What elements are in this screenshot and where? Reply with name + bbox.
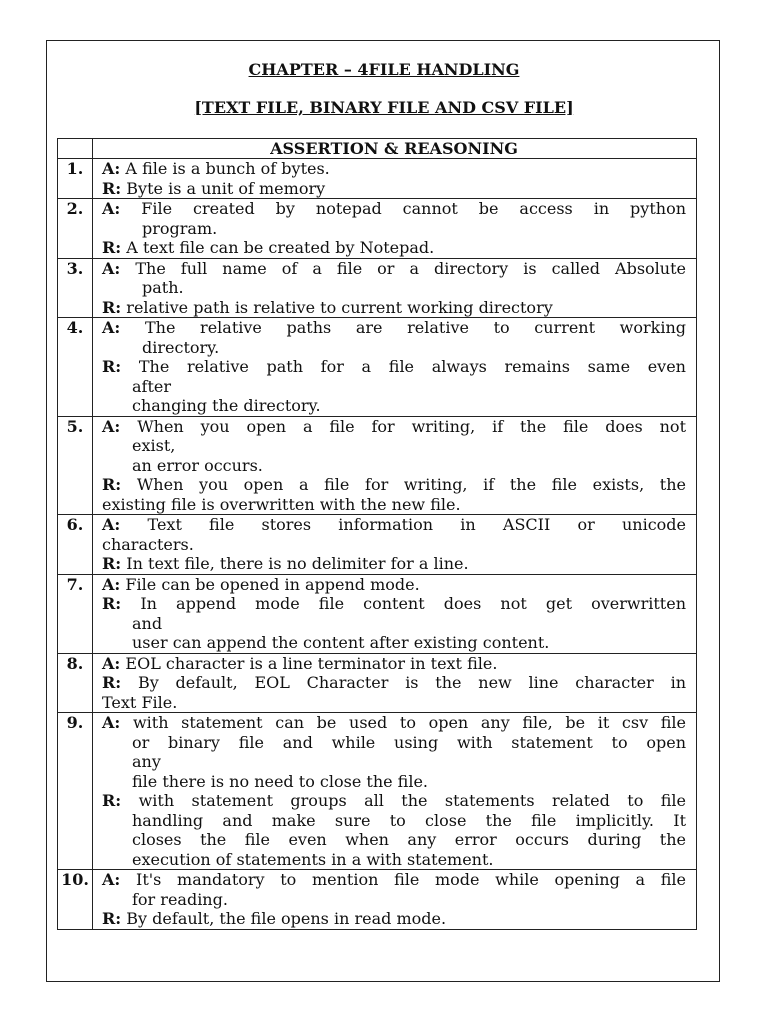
item-number: 4. <box>58 318 93 417</box>
assertion-text: A file is a bunch of bytes. <box>125 159 330 178</box>
assertion-line <box>102 890 686 910</box>
reason-label: R: <box>102 178 122 198</box>
item-number: 3. <box>58 258 93 318</box>
assertion-text: for reading. <box>132 889 228 909</box>
reason-label: R: <box>102 238 122 257</box>
assertion-text: EOL character is a line terminator in text file. <box>125 653 498 673</box>
table-row <box>58 318 697 417</box>
assertion-text: with statement can be used to open any file, be it csv file <box>132 713 686 732</box>
assertion-line <box>102 199 686 219</box>
reason-text: relative path is relative to current working directory <box>126 297 553 317</box>
table-row <box>58 159 697 199</box>
assertion-label: A: <box>102 870 121 889</box>
assertion-text: It's mandatory to mention file mode while opening a file <box>136 870 686 889</box>
table-row <box>58 870 697 930</box>
assertion-line <box>102 278 686 298</box>
assertion-label: A: <box>102 199 121 218</box>
item-number: 8. <box>58 653 93 713</box>
reason-text: existing file is overwritten with the new file. <box>102 494 461 514</box>
header-blank-cell <box>58 139 93 159</box>
reason-line <box>102 830 686 850</box>
item-content <box>93 870 697 930</box>
assertion-line <box>102 535 686 555</box>
assertion-text: exist, <box>132 436 176 455</box>
reason-label: R: <box>102 791 122 810</box>
reason-label: R: <box>102 357 122 376</box>
item-content <box>93 515 697 575</box>
assertion-line <box>102 575 686 595</box>
reason-line <box>102 850 686 870</box>
reason-text: The relative path for a file always remains same even <box>138 357 686 376</box>
reason-line <box>102 475 686 495</box>
table-row <box>58 574 697 653</box>
assertion-text: The relative paths are relative to current working <box>144 318 687 337</box>
assertion-label: A: <box>102 653 121 673</box>
reason-label: R: <box>102 909 122 928</box>
assertion-label: A: <box>102 159 121 178</box>
reason-text: In text file, there is no delimiter for a line. <box>126 554 469 573</box>
reason-text: execution of statements in a with statement. <box>132 849 494 869</box>
reason-line <box>102 357 686 377</box>
assertion-line <box>102 456 686 476</box>
reason-line <box>102 633 686 653</box>
assertion-line <box>102 417 686 437</box>
reason-line <box>102 791 686 811</box>
assertion-text: path. <box>142 278 184 297</box>
table-row <box>58 713 697 870</box>
assertion-line <box>102 259 686 279</box>
reason-line <box>102 594 686 614</box>
item-number: 5. <box>58 416 93 515</box>
assertion-text: program. <box>142 218 218 238</box>
assertion-text: Text file stores information in ASCII or unicode <box>147 515 686 534</box>
reason-text: Text File. <box>102 692 178 712</box>
reason-line <box>102 238 686 258</box>
item-number: 1. <box>58 159 93 199</box>
assertion-text: file there is no need to close the file. <box>132 771 429 791</box>
table-row <box>58 258 697 318</box>
assertion-text: File created by notepad cannot be access in python <box>141 199 687 218</box>
assertion-text: When you open a file for writing, if the file does not <box>137 416 686 436</box>
reason-label: R: <box>102 673 122 692</box>
reason-line <box>102 693 686 713</box>
reason-line <box>102 495 686 515</box>
assertion-line <box>102 654 686 674</box>
assertion-line <box>102 772 686 792</box>
item-number: 2. <box>58 199 93 259</box>
reason-text: changing the directory. <box>132 396 321 415</box>
assertion-label: A: <box>102 713 121 732</box>
reason-line <box>102 673 686 693</box>
assertion-text: characters. <box>102 534 194 554</box>
item-number: 6. <box>58 515 93 575</box>
assertion-line <box>102 318 686 338</box>
assertion-line <box>102 219 686 239</box>
table-row <box>58 199 697 259</box>
reason-label: R: <box>102 297 122 317</box>
reason-text: after <box>132 376 172 396</box>
table-header: ASSERTION & REASONING <box>93 139 697 159</box>
item-number: 9. <box>58 713 93 870</box>
table-row <box>58 416 697 515</box>
reason-line <box>102 298 686 318</box>
assertion-text: or binary file and while using with statement to open <box>132 732 686 752</box>
reason-text: When you open a file for writing, if the file exists, the <box>136 475 687 494</box>
table-row <box>58 653 697 713</box>
assertion-line <box>102 436 686 456</box>
chapter-subtitle: [TEXT FILE, BINARY FILE AND CSV FILE] <box>194 98 574 117</box>
table-row <box>58 515 697 575</box>
assertion-label: A: <box>102 416 121 436</box>
assertion-text: File can be opened in append mode. <box>125 574 420 594</box>
reason-text: Byte is a unit of memory <box>126 178 326 198</box>
item-content <box>93 318 697 417</box>
assertion-line <box>102 338 686 358</box>
assertion-label: A: <box>102 515 121 534</box>
reason-line <box>102 377 686 397</box>
reason-line <box>102 614 686 634</box>
item-content <box>93 159 697 199</box>
item-number: 10. <box>58 870 93 930</box>
reason-text: handling and make sure to close the file implicitly. It <box>132 810 686 830</box>
reason-line <box>102 909 686 929</box>
assertion-line <box>102 515 686 535</box>
chapter-title: CHAPTER – 4FILE HANDLING <box>248 60 520 79</box>
assertion-text: directory. <box>142 337 220 357</box>
reason-text: and <box>132 613 163 633</box>
assertion-line <box>102 713 686 733</box>
reason-text: with statement groups all the statements related to file <box>138 791 686 810</box>
assertion-text: an error occurs. <box>132 455 263 475</box>
reason-line <box>102 179 686 199</box>
assertion-line <box>102 159 686 179</box>
reason-text: By default, the file opens in read mode. <box>126 909 447 928</box>
reason-label: R: <box>102 554 122 573</box>
reason-line <box>102 811 686 831</box>
table-header-row <box>58 139 697 159</box>
reason-line <box>102 396 686 416</box>
item-content <box>93 199 697 259</box>
assertion-label: A: <box>102 574 121 594</box>
reason-line <box>102 554 686 574</box>
item-number: 7. <box>58 574 93 653</box>
assertion-label: A: <box>102 318 121 337</box>
item-content <box>93 416 697 515</box>
item-content <box>93 574 697 653</box>
reason-label: R: <box>102 475 122 494</box>
reason-label: R: <box>102 594 122 613</box>
reason-text: user can append the content after existing content. <box>132 633 550 652</box>
assertion-line <box>102 752 686 772</box>
item-content <box>93 258 697 318</box>
assertion-label: A: <box>102 258 121 278</box>
item-content <box>93 653 697 713</box>
assertion-reasoning-table <box>57 138 697 930</box>
reason-text: closes the file even when any error occurs during the <box>132 830 686 849</box>
reason-text: A text file can be created by Notepad. <box>126 238 435 257</box>
reason-text: By default, EOL Character is the new line character in <box>137 673 686 692</box>
reason-text: In append mode file content does not get overwritten <box>140 594 686 613</box>
assertion-line <box>102 733 686 753</box>
assertion-line <box>102 870 686 890</box>
item-content <box>93 713 697 870</box>
assertion-text: any <box>132 752 161 771</box>
assertion-text: The full name of a file or a directory is called Absolute <box>135 258 686 278</box>
